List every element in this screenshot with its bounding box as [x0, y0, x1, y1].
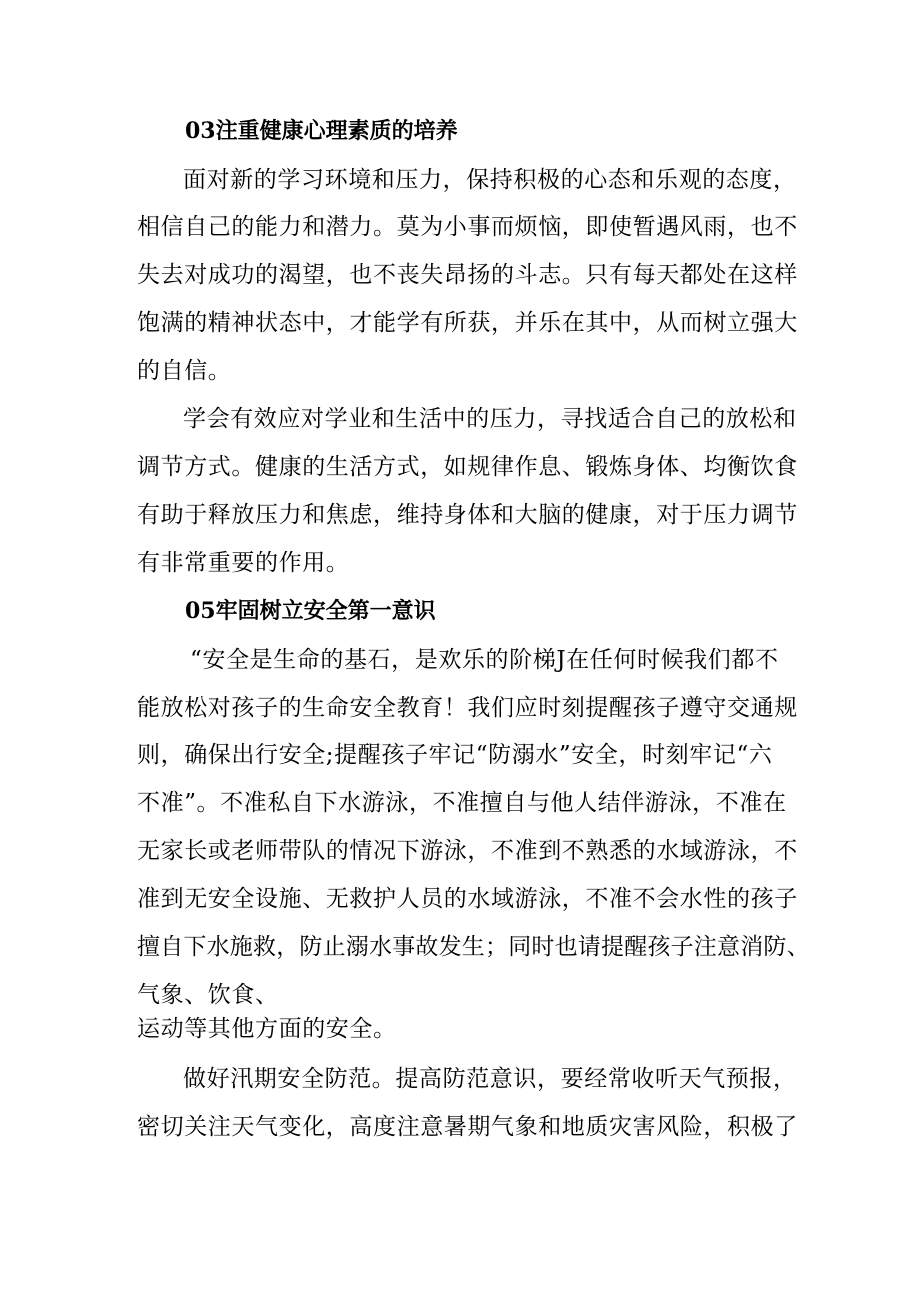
paragraph-line: 擅自下水施救，防止溺水事故发生；同时也请提醒孩子注意消防、 — [137, 934, 810, 960]
paragraph-line: 饱满的精神状态中，才能学有所获，并乐在其中，从而树立强大 — [137, 310, 798, 336]
section-heading-03: 03注重健康心理素质的培养 — [185, 118, 458, 144]
paragraph-line: 有非常重要的作用。 — [137, 550, 350, 576]
paragraph-line: 失去对成功的渴望，也不丧失昂扬的斗志。只有每天都处在这样 — [137, 262, 798, 288]
paragraph-line: 能放松对孩子的生命安全教育！我们应时刻提醒孩子遵守交通规 — [137, 695, 798, 721]
section-heading-05: 05牢固树立安全第一意识 — [185, 598, 436, 624]
paragraph-line: 运动等其他方面的安全。 — [137, 1016, 397, 1042]
paragraph-line: 调节方式。健康的生活方式，如规律作息、锻炼身体、均衡饮食 — [137, 454, 798, 480]
paragraph-line: “安全是生命的基石，是欢乐的阶梯J在任何时候我们都不 — [190, 647, 779, 673]
paragraph-line: 密切关注天气变化，高度注意暑期气象和地质灾害风险，积极了 — [137, 1114, 798, 1140]
paragraph-line: 的自信。 — [137, 358, 232, 384]
paragraph-line: 无家长或老师带队的情况下游泳，不准到不熟悉的水域游泳，不 — [137, 838, 798, 864]
paragraph-line: 面对新的学习环境和压力，保持积极的心态和乐观的态度， — [183, 167, 797, 193]
paragraph-line: 做好汛期安全防范。提高防范意识，要经常收听天气预报， — [183, 1066, 797, 1092]
paragraph-line: 不准”。不准私自下水游泳，不准擅自与他人结伴游泳，不准在 — [137, 790, 787, 816]
paragraph-line: 学会有效应对学业和生活中的压力，寻找适合自己的放松和 — [183, 406, 797, 432]
paragraph-line: 则，确保出行安全;提醒孩子牢记“防溺水”安全，时刻牢记“六 — [137, 742, 773, 768]
paragraph-line: 相信自己的能力和潜力。莫为小事而烦恼，即使暂遇风雨，也不 — [137, 214, 798, 240]
paragraph-line: 有助于释放压力和焦虑，维持身体和大脑的健康，对于压力调节 — [137, 502, 798, 528]
paragraph-line: 气象、饮食、 — [137, 982, 279, 1008]
paragraph-line: 准到无安全设施、无救护人员的水域游泳，不准不会水性的孩子 — [137, 886, 798, 912]
